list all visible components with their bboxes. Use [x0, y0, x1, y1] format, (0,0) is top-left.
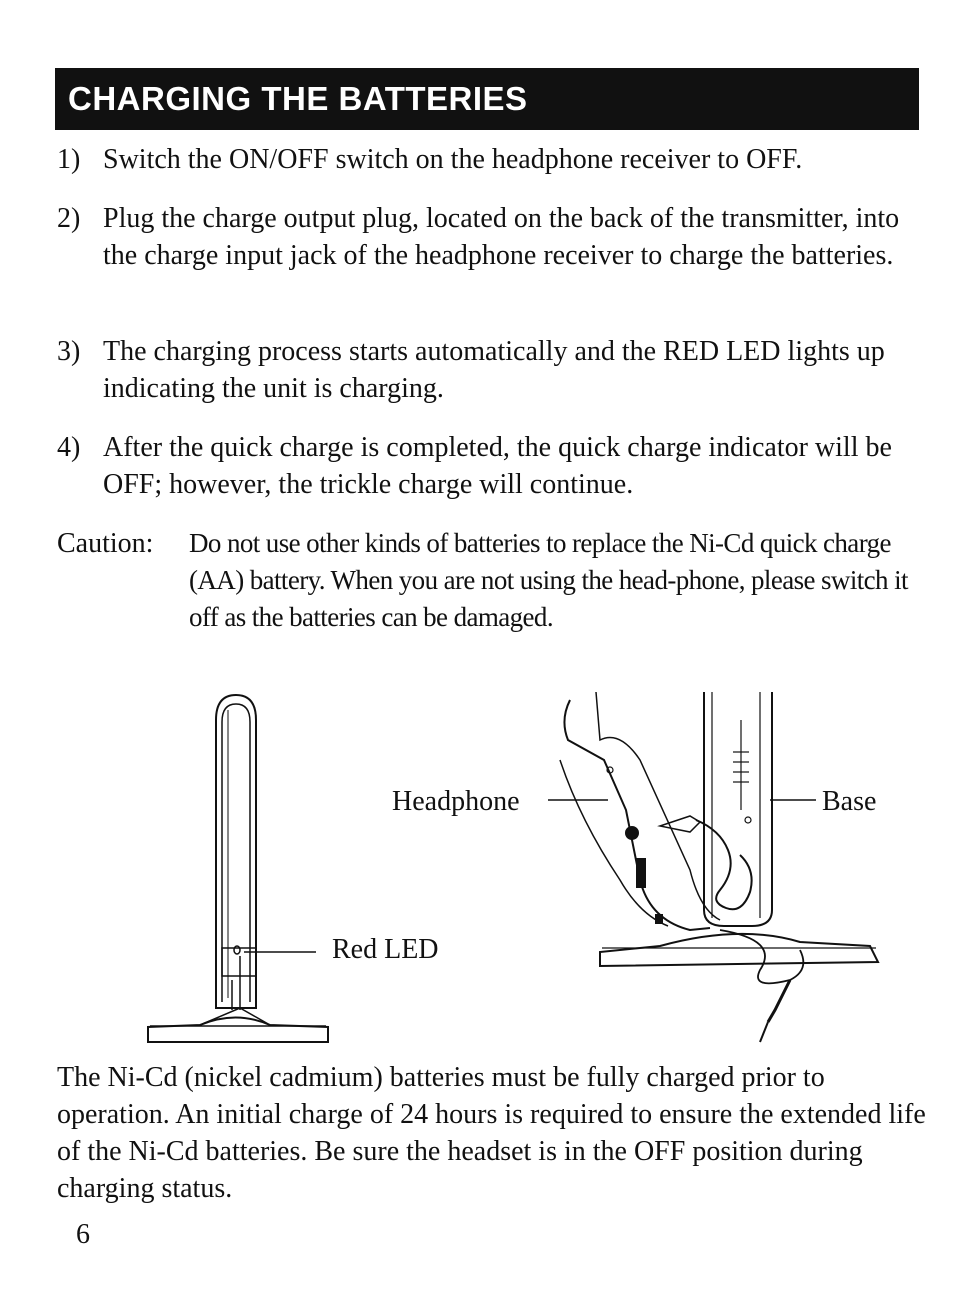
headphone-label: Headphone — [392, 786, 520, 817]
step-text: The charging process starts automatically and the RED LED lights up indicating the unit is charging. — [103, 336, 885, 404]
charging-diagram — [0, 680, 972, 1050]
caution-label: Caution: — [57, 528, 154, 559]
base-label: Base — [822, 786, 877, 817]
step-text: After the quick charge is completed, the quick charge indicator will be OFF; however, the trickle charge will continue. — [103, 432, 892, 500]
step-number: 4) — [57, 432, 81, 463]
step-number: 1) — [57, 144, 81, 175]
page-number: 6 — [76, 1219, 90, 1250]
section-header-bar — [55, 68, 919, 130]
section-title: CHARGING THE BATTERIES — [68, 80, 528, 117]
charging-illustration — [0, 680, 972, 1050]
step-number: 2) — [57, 203, 81, 234]
step-number: 3) — [57, 336, 81, 367]
body-paragraph: The Ni-Cd (nickel cadmium) batteries must be fully charged prior to operation. An initial charge of 24 hours is required to ensure the extended life of the Ni-Cd batteries. Be sure the headset is in the OFF position during charging status. — [57, 1062, 926, 1204]
step-text: Switch the ON/OFF switch on the headphone receiver to OFF. — [103, 144, 803, 175]
caution-text: Do not use other kinds of batteries to replace the Ni-Cd quick charge (AA) battery. When you are not using the head-phone, please switch it off as the batteries can be damaged. — [189, 528, 908, 632]
transmitter-drawing — [148, 695, 328, 1042]
red-led-label: Red LED — [332, 934, 439, 965]
base-and-headphone-drawing — [560, 692, 878, 1042]
step-text: Plug the charge output plug, located on the back of the transmitter, into the charge input jack of the headphone receiver to charge the batteries. — [103, 203, 900, 271]
